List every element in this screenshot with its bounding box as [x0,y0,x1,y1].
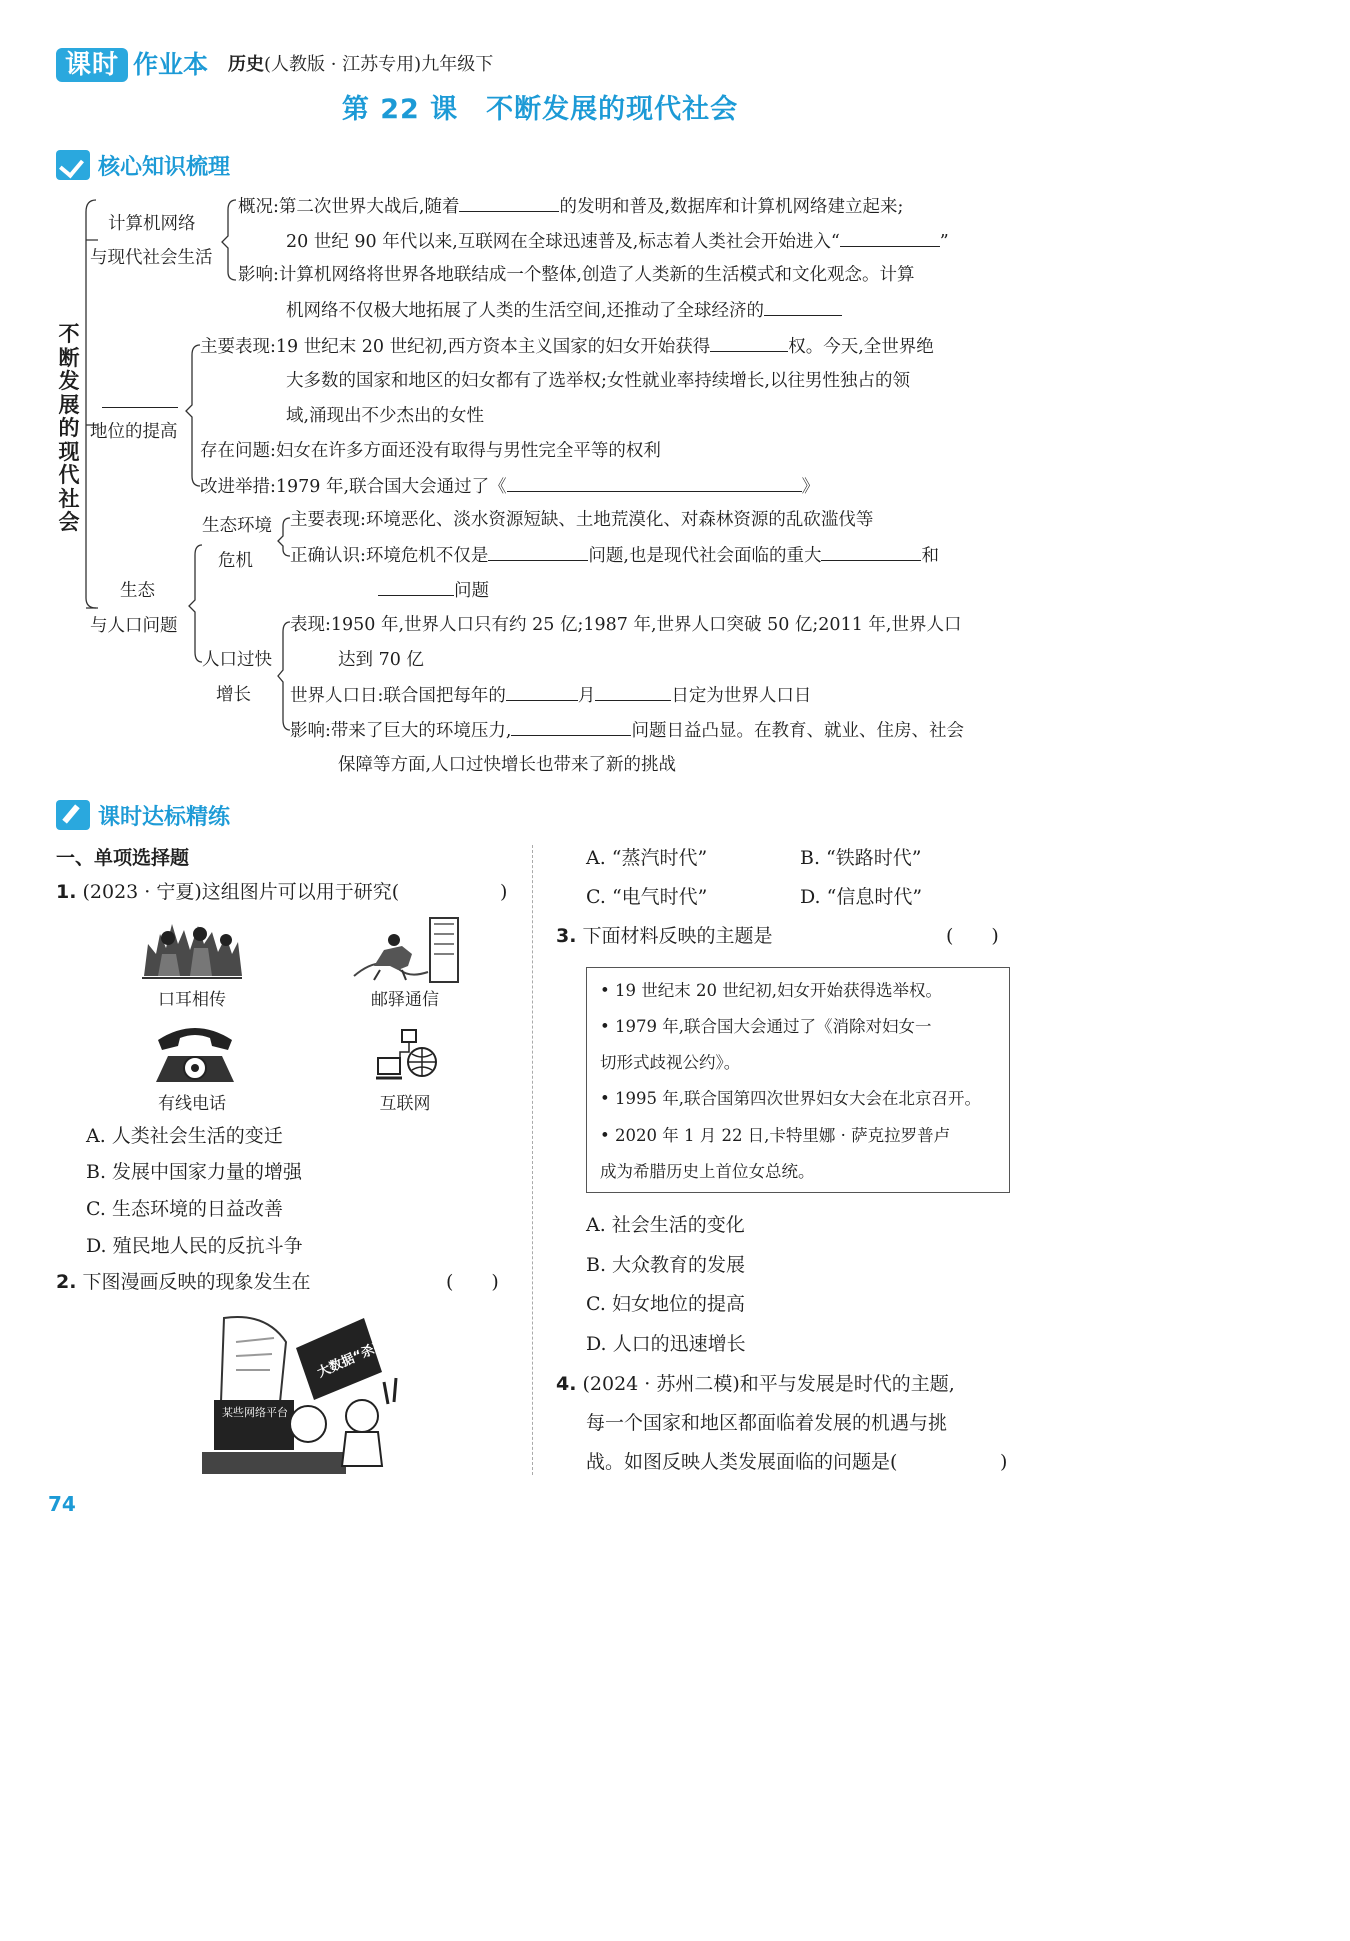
pop-impact-line-1: 影响:带来了巨大的环境压力, 问题日益凸显。在教育、就业、住房、社会 [290,718,964,743]
q3-material-line: • 1979 年,联合国大会通过了《消除对妇女一 [600,1017,932,1036]
q3-material-line: • 1995 年,联合国第四次世界妇女大会在北京召开。 [600,1089,981,1108]
q2-option-d[interactable]: D. “信息时代” [800,886,923,908]
internet-icon [376,1026,440,1086]
women-main-line-2: 大多数的国家和地区的妇女都有了选举权;女性就业率持续增长,以往男性独占的领 [286,371,910,391]
blank[interactable] [459,194,559,212]
cartoon-label-platform: 某些网络平台 [222,1406,288,1419]
blank[interactable] [506,683,578,701]
env-view-line-1: 正确认识:环境危机不仅是 问题,也是现代社会面临的重大 和 [290,543,939,568]
q2-option-a[interactable]: A. “蒸汽时代” [586,847,708,869]
env-main-line: 主要表现:环境恶化、淡水资源短缺、土地荒漠化、对森林资源的乱砍滥伐等 [290,510,874,530]
q3-material-line: 成为希腊历史上首位女总统。 [600,1162,815,1181]
q1-answer-paren[interactable]: ) [500,881,508,903]
q3-stem: 3. 下面材料反映的主题是 [556,925,773,947]
q1-caption-4: 互联网 [379,1094,431,1114]
q2-option-c[interactable]: C. “电气时代” [586,886,708,908]
blank[interactable] [821,543,921,561]
q3-option-d[interactable]: D. 人口的迅速增长 [586,1333,746,1355]
env-view-line-2: 问题 [378,578,489,603]
women-problem-line: 存在问题:妇女在许多方面还没有取得与男性完全平等的权利 [200,441,661,461]
pop-show-line-1: 表现:1950 年,世界人口只有约 25 亿;1987 年,世界人口突破 50 亿;2011 年,世界人口 [290,615,962,635]
blank[interactable] [840,229,940,247]
part-title: 一、单项选择题 [56,847,190,869]
q1-stem: 1. (2023 · 宁夏)这组图片可以用于研究( [56,881,400,903]
q3-material-line: • 19 世纪末 20 世纪初,妇女开始获得选举权。 [600,981,942,1000]
blank[interactable] [488,543,588,561]
postal-relay-illustration [350,914,462,984]
pop-show-line-2: 达到 70 亿 [338,650,424,670]
q3-material-line: • 2020 年 1 月 22 日,卡特里娜 · 萨克拉罗普卢 [600,1126,951,1145]
q1-caption-1: 口耳相传 [158,990,226,1010]
q4-answer-paren[interactable]: ) [1000,1451,1008,1473]
computer-impact-line-1: 影响:计算机网络将世界各地联结成一个整体,创造了人类新的生活模式和文化观念。计算 [238,265,915,285]
page-number: 74 [48,1492,76,1516]
q3-option-b[interactable]: B. 大众教育的发展 [586,1254,746,1276]
blank[interactable] [595,683,671,701]
section-heading-knowledge: 核心知识梳理 [56,148,230,182]
pop-label-2: 增长 [216,685,251,705]
pencil-icon [56,800,90,830]
env-label-2: 危机 [218,551,253,571]
word-of-mouth-illustration [138,914,246,984]
women-main-line-1: 主要表现:19 世纪末 20 世纪初,西方资本主义国家的妇女开始获得 权。今天,全世界绝 [200,334,934,359]
q4-stem-line-3: 战。如图反映人类发展面临的问题是( [586,1451,898,1473]
blank[interactable] [710,334,788,352]
blank[interactable] [378,578,454,596]
blank[interactable] [511,718,631,736]
q2-answer-paren[interactable]: ( ) [446,1271,499,1293]
q4-stem-line-1: 4. (2024 · 苏州二模)和平与发展是时代的主题, [556,1373,955,1395]
q4-stem-line-2: 每一个国家和地区都面临着发展的机遇与挑 [586,1412,948,1434]
q3-material-line: 切形式歧视公约》。 [600,1053,741,1072]
section-heading-practice: 课时达标精练 [56,798,230,832]
book-title: 历史(人教版 · 江苏专用)九年级下 [228,54,494,75]
topic-computer-label-1: 计算机网络 [108,214,196,234]
q1-caption-3: 有线电话 [158,1094,226,1114]
outline-root-label: 不断发展的现代社会 [58,321,80,534]
telephone-icon [150,1022,240,1088]
women-measure-line: 改进举措:1979 年,联合国大会通过了《 》 [200,474,819,499]
q3-option-c[interactable]: C. 妇女地位的提高 [586,1293,745,1315]
topic-eco-label-2: 与人口问题 [90,616,178,636]
women-main-line-3: 域,涌现出不少杰出的女性 [286,406,485,426]
cartoon-label-big-data: 大数据“杀熟” [315,1333,397,1381]
topic-computer-label-2: 与现代社会生活 [90,248,213,268]
q1-option-a[interactable]: A. 人类社会生活的变迁 [86,1125,283,1147]
blank[interactable] [764,298,842,316]
q2-option-b[interactable]: B. “铁路时代” [800,847,922,869]
q1-option-b[interactable]: B. 发展中国家力量的增强 [86,1161,303,1183]
pop-day-line: 世界人口日:联合国把每年的 月 日定为世界人口日 [290,683,811,708]
topic-women-blank[interactable] [102,407,178,408]
q1-option-d[interactable]: D. 殖民地人民的反抗斗争 [86,1235,303,1257]
topic-women-label: 地位的提高 [90,422,178,442]
brand-logo: 课时 [56,48,128,82]
q3-option-a[interactable]: A. 社会生活的变化 [586,1214,745,1236]
pop-label-1: 人口过快 [202,650,272,670]
pop-impact-line-2: 保障等方面,人口过快增长也带来了新的挑战 [338,755,677,775]
q2-stem: 2. 下图漫画反映的现象发生在 [56,1271,311,1293]
blank[interactable] [507,474,802,492]
column-divider [532,845,533,1475]
q3-answer-paren[interactable]: ( ) [946,925,999,947]
q1-caption-2: 邮驿通信 [371,990,439,1010]
env-label-1: 生态环境 [202,516,272,536]
big-data-cartoon [196,1312,412,1476]
brand-logo-text: 作业本 [133,50,209,79]
topic-eco-label-1: 生态 [120,581,155,601]
computer-overview-line-2: 20 世纪 90 年代以来,互联网在全球迅速普及,标志着人类社会开始进入“ ” [286,229,949,254]
outline-brackets [0,0,1080,800]
q1-option-c[interactable]: C. 生态环境的日益改善 [86,1198,283,1220]
lesson-title: 第 22 课 不断发展的现代社会 [341,94,739,125]
computer-impact-line-2: 机网络不仅极大地拓展了人类的生活空间,还推动了全球经济的 [286,298,842,323]
computer-overview-line-1: 概况:第二次世界大战后,随着 的发明和普及,数据库和计算机网络建立起来; [238,194,903,219]
